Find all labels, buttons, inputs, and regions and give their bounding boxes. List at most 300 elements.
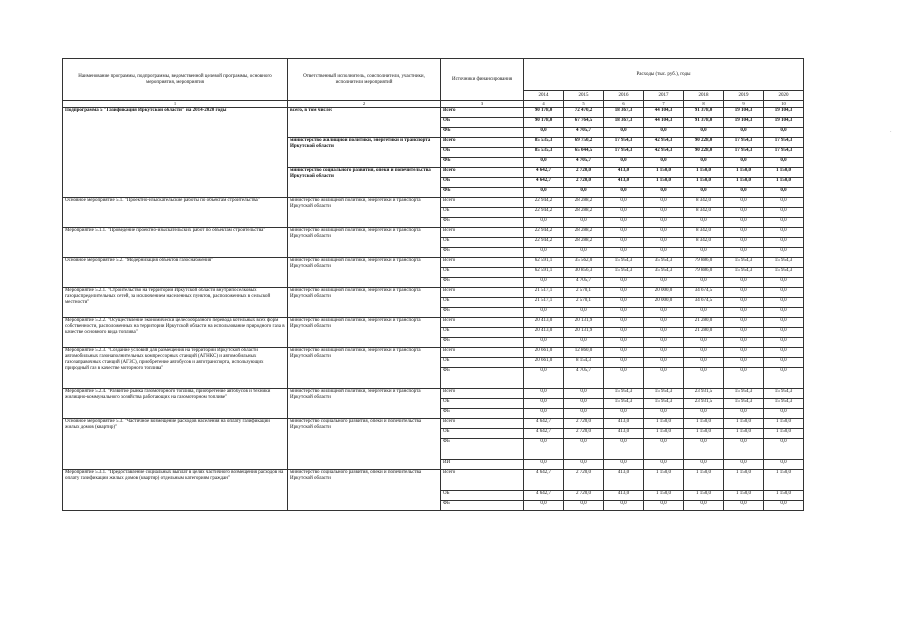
expense-value-cell: 0,0 xyxy=(644,278,684,288)
funding-source-cell: ОБ xyxy=(441,178,524,188)
funding-source-cell: ФБ xyxy=(441,158,524,168)
expense-value-cell: 0,0 xyxy=(764,439,804,460)
expense-value-cell: 2 720,0 xyxy=(564,419,604,429)
expense-value-cell: 0,0 xyxy=(684,248,724,258)
expense-value-cell: 413,0 xyxy=(604,168,644,178)
funding-source-cell: Всего xyxy=(441,389,524,399)
expense-value-cell: 28 288,2 xyxy=(564,238,604,248)
column-number: 3 xyxy=(441,101,524,108)
expense-value-cell: 19 104,3 xyxy=(764,118,804,128)
column-number: 1 xyxy=(63,101,288,108)
expense-value-cell: 17 954,3 xyxy=(724,148,764,158)
expense-value-cell: 0,0 xyxy=(764,328,804,338)
expense-value-cell: 4 642,7 xyxy=(524,429,564,439)
expense-value-cell: 0,0 xyxy=(604,298,644,308)
expense-value-cell: 2 720,0 xyxy=(564,178,604,188)
header-executor: Ответственный исполнитель, соисполнители, участники, исполнители мероприятий xyxy=(288,59,441,101)
program-name-cell: Мероприятие 5.2.3. "Создание условий для размещения на территории Иркутской области автомобильных газонаполнительных компрессорных станций (АГНКС) и автомобильных газозаправочных станций (АГЗС), приобретение автобусов и автотранспорта, использующих природный газ в качестве моторного топлива" xyxy=(63,348,288,389)
expense-value-cell: 0,0 xyxy=(724,368,764,389)
expense-value-cell: 67 764,5 xyxy=(564,118,604,128)
header-year: 2014 xyxy=(524,91,564,101)
expense-value-cell: 22 944,2 xyxy=(524,238,564,248)
expense-value-cell: 2 720,0 xyxy=(564,168,604,178)
expense-value-cell: 4 642,7 xyxy=(524,419,564,429)
program-name-cell: Основное мероприятие 5.3. "Частичное возмещение расходов населения на оплату газификации жилых домов (квартир)" xyxy=(63,419,288,470)
expense-value-cell: 0,0 xyxy=(724,128,764,138)
expense-value-cell: 15 954,3 xyxy=(604,399,644,409)
expense-value-cell: 0,0 xyxy=(764,208,804,218)
funding-source-cell: ОБ xyxy=(441,328,524,338)
expense-value-cell: 0,0 xyxy=(604,228,644,238)
expense-value-cell: 4 705,7 xyxy=(564,278,604,288)
expense-value-cell: 4 642,7 xyxy=(524,168,564,178)
expense-value-cell: 20 000,0 xyxy=(644,288,684,298)
expense-value-cell: 0,0 xyxy=(524,389,564,399)
expense-value-cell: 1 150,0 xyxy=(644,491,684,501)
expense-value-cell: 2 570,1 xyxy=(564,288,604,298)
expense-value-cell: 0,0 xyxy=(524,501,564,511)
expense-value-cell: 1 150,0 xyxy=(644,168,684,178)
expense-value-cell: 8 154,3 xyxy=(564,358,604,368)
expense-value-cell: 30 856,3 xyxy=(564,268,604,278)
expense-value-cell: 4 642,7 xyxy=(524,470,564,491)
expense-value-cell: 0,0 xyxy=(604,248,644,258)
expense-value-cell: 0,0 xyxy=(524,278,564,288)
program-name-cell: Мероприятие 5.2.4. "Развитие рынка газомоторного топлива, приобретение автобусов и техники жилищно-коммунального хозяйства работающих на газомоторном топливе" xyxy=(63,389,288,419)
expense-value-cell: 0,0 xyxy=(764,298,804,308)
column-number: 8 xyxy=(684,101,724,108)
expense-value-cell: 0,0 xyxy=(524,188,564,198)
funding-source-cell: ОБ xyxy=(441,298,524,308)
executor-cell: министерство жилищной политики, энергетики и транспорта Иркутской области xyxy=(288,258,441,288)
expense-value-cell: 0,0 xyxy=(764,188,804,198)
expense-value-cell: 85 535,3 xyxy=(524,148,564,158)
expense-value-cell: 0,0 xyxy=(644,439,684,460)
executor-cell: министерство жилищной политики, энергетики и транспорта Иркутской области xyxy=(288,288,441,318)
expense-value-cell: 0,0 xyxy=(524,439,564,460)
expense-value-cell: 44 104,3 xyxy=(644,118,684,128)
expense-value-cell: 0,0 xyxy=(764,368,804,389)
expense-value-cell: 0,0 xyxy=(564,248,604,258)
expense-value-cell: 0,0 xyxy=(644,228,684,238)
expense-value-cell: 28 288,2 xyxy=(564,208,604,218)
expense-value-cell: 0,0 xyxy=(644,460,684,470)
expense-value-cell: 20 413,0 xyxy=(524,328,564,338)
expense-value-cell: 15 954,3 xyxy=(604,268,644,278)
expense-value-cell: 2 720,0 xyxy=(564,429,604,439)
expense-value-cell: 15 954,3 xyxy=(724,389,764,399)
expense-value-cell: 1 150,0 xyxy=(764,429,804,439)
program-name-cell: Подпрограмма 5 "Газификация Иркутской области" на 2014-2020 годы xyxy=(63,108,288,198)
expense-value-cell: 0,0 xyxy=(644,128,684,138)
expense-value-cell: 21 280,0 xyxy=(684,318,724,328)
expense-value-cell: 1 150,0 xyxy=(684,491,724,501)
expense-value-cell: 15 954,3 xyxy=(764,268,804,278)
expense-value-cell: 0,0 xyxy=(604,238,644,248)
expense-value-cell: 0,0 xyxy=(604,218,644,228)
expense-value-cell: 0,0 xyxy=(604,328,644,338)
expense-value-cell: 0,0 xyxy=(604,348,644,358)
program-name-cell: Мероприятие 5.1.1. "Проведение проектно-изыскательских работ по объектам строительства" xyxy=(63,228,288,258)
header-year: 2018 xyxy=(684,91,724,101)
expense-value-cell: 1 150,0 xyxy=(764,178,804,188)
funding-source-cell: ФБ xyxy=(441,368,524,389)
expense-value-cell: 4 705,7 xyxy=(564,158,604,168)
expense-value-cell: 0,0 xyxy=(604,158,644,168)
expense-value-cell: 35 954,3 xyxy=(644,258,684,268)
expense-value-cell: 0,0 xyxy=(644,208,684,218)
expense-value-cell: 0,0 xyxy=(724,228,764,238)
expense-value-cell: 17 954,3 xyxy=(764,148,804,158)
expense-value-cell: 34 674,5 xyxy=(684,288,724,298)
expense-value-cell: 42 954,3 xyxy=(644,148,684,158)
executor-cell: министерство социального развития, опеки и попечительства Иркутской области xyxy=(288,419,441,470)
funding-source-cell: ОБ xyxy=(441,268,524,278)
expense-value-cell: 0,0 xyxy=(604,439,644,460)
expense-value-cell: 0,0 xyxy=(564,308,604,318)
expense-value-cell: 0,0 xyxy=(564,218,604,228)
expense-value-cell: 0,0 xyxy=(604,368,644,389)
expense-value-cell: 0,0 xyxy=(684,439,724,460)
executor-cell: министерство жилищной политики, энергетики и транспорта Иркутской области xyxy=(288,389,441,419)
header-year: 2015 xyxy=(564,91,604,101)
header-source: Источники финансирования xyxy=(441,59,524,101)
funding-source-cell: ФБ xyxy=(441,439,524,460)
expense-value-cell: 20 000,0 xyxy=(644,298,684,308)
expense-value-cell: 413,0 xyxy=(604,419,644,429)
expense-value-cell: 0,0 xyxy=(644,248,684,258)
program-name-cell: Мероприятие 5.3.1. "Предоставление социальных выплат в целях частичного возмещения расходов на оплату газификации жилых домов (квартир) отдельным категориям граждан" xyxy=(63,470,288,511)
expense-value-cell: 0,0 xyxy=(564,338,604,348)
column-number: 7 xyxy=(644,101,684,108)
expense-value-cell: 12 860,0 xyxy=(564,348,604,358)
expense-value-cell: 0,0 xyxy=(524,460,564,470)
expense-value-cell: 0,0 xyxy=(644,158,684,168)
funding-source-cell: ФБ xyxy=(441,338,524,348)
funding-source-cell: ОБ xyxy=(441,148,524,158)
expense-value-cell: 4 642,7 xyxy=(524,491,564,501)
expense-value-cell: 0,0 xyxy=(564,188,604,198)
funding-source-cell: Всего xyxy=(441,228,524,238)
expense-value-cell: 0,0 xyxy=(644,348,684,358)
expense-value-cell: 72 470,2 xyxy=(564,108,604,118)
expense-value-cell: 62 591,1 xyxy=(524,258,564,268)
expense-value-cell: 0,0 xyxy=(764,501,804,511)
expense-value-cell: 15 954,3 xyxy=(764,399,804,409)
expense-value-cell: 1 150,0 xyxy=(644,429,684,439)
expense-value-cell: 0,0 xyxy=(724,460,764,470)
header-year: 2016 xyxy=(604,91,644,101)
column-number: 2 xyxy=(288,101,441,108)
expense-value-cell: 28 288,2 xyxy=(564,228,604,238)
expense-value-cell: 15 954,3 xyxy=(764,258,804,268)
expense-value-cell: 17 954,3 xyxy=(604,138,644,148)
expense-value-cell: 0,0 xyxy=(644,308,684,318)
expense-value-cell: 4 705,7 xyxy=(564,368,604,389)
expense-value-cell: 1 150,0 xyxy=(684,178,724,188)
expense-value-cell: 0,0 xyxy=(764,308,804,318)
table-row xyxy=(63,389,804,399)
expense-value-cell: 1 150,0 xyxy=(684,429,724,439)
funding-source-cell: Всего xyxy=(441,470,524,491)
expense-value-cell: 0,0 xyxy=(724,218,764,228)
expense-value-cell: 0,0 xyxy=(604,308,644,318)
expense-value-cell: 0,0 xyxy=(644,188,684,198)
expense-value-cell: 0,0 xyxy=(684,128,724,138)
expense-value-cell: 35 562,0 xyxy=(564,258,604,268)
expense-value-cell: 15 954,3 xyxy=(644,399,684,409)
expense-value-cell: 413,0 xyxy=(604,429,644,439)
table-row xyxy=(63,108,804,118)
funding-source-cell: Всего xyxy=(441,288,524,298)
funding-source-cell: ФБ xyxy=(441,248,524,258)
expense-value-cell: 0,0 xyxy=(644,501,684,511)
expense-value-cell: 0,0 xyxy=(644,328,684,338)
table-row xyxy=(63,198,804,208)
expense-value-cell: 0,0 xyxy=(724,318,764,328)
funding-source-cell: Всего xyxy=(441,348,524,358)
expense-value-cell: 0,0 xyxy=(684,501,724,511)
expense-value-cell: 22 944,2 xyxy=(524,198,564,208)
expense-value-cell: 15 954,3 xyxy=(764,389,804,399)
expense-value-cell: 0,0 xyxy=(524,128,564,138)
program-name-cell: Мероприятие 5.2.2. "Осуществление экономически целесообразного перевода котельных всех форм собственности, расположенных на территории Иркутской области на использование природного газа в качестве основного вида топлива" xyxy=(63,318,288,348)
expense-value-cell: 0,0 xyxy=(724,208,764,218)
expense-value-cell: 8 342,0 xyxy=(684,228,724,238)
expense-value-cell: 1 150,0 xyxy=(764,491,804,501)
expense-value-cell: 15 954,3 xyxy=(724,258,764,268)
expense-value-cell: 0,0 xyxy=(644,198,684,208)
expense-value-cell: 90 228,0 xyxy=(684,148,724,158)
expense-value-cell: 42 954,3 xyxy=(644,138,684,148)
expense-value-cell: 23 931,5 xyxy=(684,399,724,409)
expense-value-cell: 17 954,3 xyxy=(724,138,764,148)
expense-value-cell: 0,0 xyxy=(724,348,764,358)
expense-value-cell: 15 954,3 xyxy=(644,389,684,399)
funding-source-cell: Всего xyxy=(441,168,524,178)
expense-value-cell: 1 150,0 xyxy=(684,470,724,491)
expense-value-cell: 0,0 xyxy=(604,318,644,328)
expense-value-cell: 18 367,3 xyxy=(604,108,644,118)
expense-value-cell: 0,0 xyxy=(604,409,644,419)
executor-cell: министерство жилищной политики, энергетики и транспорта Иркутской области xyxy=(288,138,441,168)
expense-value-cell: 0,0 xyxy=(524,308,564,318)
expense-value-cell: 0,0 xyxy=(524,409,564,419)
funding-source-cell: Всего xyxy=(441,258,524,268)
expense-value-cell: 0,0 xyxy=(604,501,644,511)
expense-value-cell: 0,0 xyxy=(684,460,724,470)
expense-value-cell: 35 954,3 xyxy=(644,268,684,278)
expense-value-cell: 0,0 xyxy=(724,328,764,338)
expense-value-cell: 1 150,0 xyxy=(764,470,804,491)
expense-value-cell: 19 104,3 xyxy=(724,108,764,118)
funding-source-cell: ОБ xyxy=(441,358,524,368)
expense-value-cell: 0,0 xyxy=(764,218,804,228)
expense-value-cell: 1 150,0 xyxy=(644,470,684,491)
expense-value-cell: 44 104,3 xyxy=(644,108,684,118)
expense-value-cell: 17 954,3 xyxy=(764,138,804,148)
expense-value-cell: 85 535,3 xyxy=(524,138,564,148)
expense-value-cell: 1 150,0 xyxy=(724,429,764,439)
funding-source-cell: ОБ xyxy=(441,118,524,128)
expense-value-cell: 0,0 xyxy=(724,298,764,308)
executor-cell: министерство жилищной политики, энергетики и транспорта Иркутской области xyxy=(288,198,441,228)
expense-value-cell: 0,0 xyxy=(764,158,804,168)
expense-value-cell: 1 150,0 xyxy=(684,168,724,178)
expense-value-cell: 0,0 xyxy=(524,248,564,258)
executor-cell: всего, в том числе: xyxy=(288,108,441,138)
expense-value-cell: 69 750,2 xyxy=(564,138,604,148)
expense-value-cell: 18 367,3 xyxy=(604,118,644,128)
funding-source-cell: Всего xyxy=(441,108,524,118)
expense-value-cell: 65 044,5 xyxy=(564,148,604,158)
expense-value-cell: 62 591,1 xyxy=(524,268,564,278)
expense-value-cell: 0,0 xyxy=(604,208,644,218)
expense-value-cell: 28 288,2 xyxy=(564,198,604,208)
expense-value-cell: 0,0 xyxy=(644,409,684,419)
expense-value-cell: 0,0 xyxy=(564,399,604,409)
table-row xyxy=(63,228,804,238)
expense-value-cell: 413,0 xyxy=(604,178,644,188)
expense-value-cell: 0,0 xyxy=(604,288,644,298)
expense-value-cell: 1 150,0 xyxy=(724,470,764,491)
expense-value-cell: 0,0 xyxy=(604,460,644,470)
expense-value-cell: 0,0 xyxy=(764,238,804,248)
expense-value-cell: 0,0 xyxy=(724,248,764,258)
funding-source-cell: Всего xyxy=(441,419,524,429)
expense-value-cell: 15 954,3 xyxy=(724,399,764,409)
funding-source-cell: ФБ xyxy=(441,501,524,511)
header-year: 2020 xyxy=(764,91,804,101)
expense-value-cell: 0,0 xyxy=(724,409,764,419)
expense-value-cell: 1 150,0 xyxy=(764,168,804,178)
funding-source-cell: ФБ xyxy=(441,409,524,419)
program-name-cell: Мероприятие 5.2.1. "Строительство на территории Иркутской области внутрипоселковых газораспределительных сетей, за исключением населенных пунктов, расположенных в сельской местности" xyxy=(63,288,288,318)
executor-cell: министерство жилищной политики, энергетики и транспорта Иркутской области xyxy=(288,348,441,389)
budget-table xyxy=(62,58,804,511)
expense-value-cell: 0,0 xyxy=(724,288,764,298)
expense-value-cell: 0,0 xyxy=(724,501,764,511)
expense-value-cell: 4 642,7 xyxy=(524,178,564,188)
column-number: 6 xyxy=(604,101,644,108)
expense-value-cell: 0,0 xyxy=(644,218,684,228)
expense-value-cell: 15 954,3 xyxy=(604,258,644,268)
expense-value-cell: 20 661,0 xyxy=(524,348,564,358)
expense-value-cell: 0,0 xyxy=(724,188,764,198)
expense-value-cell: 15 954,3 xyxy=(604,389,644,399)
expense-value-cell: 0,0 xyxy=(724,308,764,318)
expense-value-cell: 2 570,1 xyxy=(564,298,604,308)
table-row xyxy=(63,419,804,429)
expense-value-cell: 0,0 xyxy=(524,368,564,389)
expense-value-cell: 0,0 xyxy=(564,439,604,460)
expense-value-cell: 8 342,0 xyxy=(684,208,724,218)
table-row xyxy=(63,470,804,491)
expense-value-cell: 1 150,0 xyxy=(684,419,724,429)
expense-value-cell: 0,0 xyxy=(764,409,804,419)
expense-value-cell: 0,0 xyxy=(604,338,644,348)
expense-value-cell: 0,0 xyxy=(724,439,764,460)
expense-value-cell: 1 150,0 xyxy=(724,491,764,501)
expense-value-cell: 0,0 xyxy=(604,128,644,138)
header-name: Наименование программы, подпрограммы, ведомственной целевой программы, основного мероприятия, мероприятия xyxy=(63,59,288,101)
expense-value-cell: 90 178,0 xyxy=(524,108,564,118)
expense-value-cell: 0,0 xyxy=(604,278,644,288)
expense-value-cell: 0,0 xyxy=(764,248,804,258)
expense-value-cell: 0,0 xyxy=(724,358,764,368)
program-name-cell: Основное мероприятие 5.1. "Проектно-изыскательские работы по объектам строительства" xyxy=(63,198,288,228)
executor-cell: министерство социального развития, опеки и попечительства Иркутской области xyxy=(288,168,441,198)
expense-value-cell: 0,0 xyxy=(724,158,764,168)
expense-value-cell: 1 150,0 xyxy=(724,168,764,178)
header-year: 2017 xyxy=(644,91,684,101)
expense-value-cell: 1 150,0 xyxy=(724,419,764,429)
expense-value-cell: 21 517,1 xyxy=(524,288,564,298)
expense-value-cell: 15 954,3 xyxy=(724,268,764,278)
expense-value-cell: 0,0 xyxy=(764,460,804,470)
expense-value-cell: 0,0 xyxy=(644,338,684,348)
expense-value-cell: 0,0 xyxy=(684,308,724,318)
funding-source-cell: ОБ xyxy=(441,208,524,218)
expense-value-cell: 0,0 xyxy=(684,158,724,168)
expense-value-cell: 91 378,0 xyxy=(684,118,724,128)
expense-value-cell: 0,0 xyxy=(684,409,724,419)
expense-value-cell: 90 178,0 xyxy=(524,118,564,128)
funding-source-cell: Всего xyxy=(441,198,524,208)
expense-value-cell: 2 720,0 xyxy=(564,470,604,491)
expense-value-cell: 0,0 xyxy=(684,368,724,389)
funding-source-cell: ОБ xyxy=(441,399,524,409)
funding-source-cell: ФБ xyxy=(441,128,524,138)
expense-value-cell: 79 886,0 xyxy=(684,268,724,278)
expense-value-cell: 0,0 xyxy=(524,399,564,409)
table-row xyxy=(63,288,804,298)
column-number: 5 xyxy=(564,101,604,108)
expense-value-cell: 34 674,5 xyxy=(684,298,724,308)
funding-source-cell: ФБ xyxy=(441,308,524,318)
expense-value-cell: 413,0 xyxy=(604,491,644,501)
column-number: 4 xyxy=(524,101,564,108)
expense-value-cell: 0,0 xyxy=(644,368,684,389)
expense-value-cell: 0,0 xyxy=(764,338,804,348)
header-year: 2019 xyxy=(724,91,764,101)
funding-source-cell: ОБ xyxy=(441,238,524,248)
expense-value-cell: 22 944,2 xyxy=(524,208,564,218)
expense-value-cell: 0,0 xyxy=(684,358,724,368)
expense-value-cell: 1 150,0 xyxy=(724,178,764,188)
expense-value-cell: 79 886,0 xyxy=(684,258,724,268)
expense-value-cell: 21 280,0 xyxy=(684,328,724,338)
expense-value-cell: 0,0 xyxy=(684,338,724,348)
side-mark: · xyxy=(890,130,892,135)
expense-value-cell: 0,0 xyxy=(604,358,644,368)
table-row xyxy=(63,318,804,328)
expense-value-cell: 22 944,2 xyxy=(524,228,564,238)
executor-cell: министерство социального развития, опеки и попечительства Иркутской области xyxy=(288,470,441,511)
expense-value-cell: 0,0 xyxy=(764,288,804,298)
funding-source-cell: ИИ xyxy=(441,460,524,470)
funding-source-cell: Всего xyxy=(441,138,524,148)
expense-value-cell: 0,0 xyxy=(764,358,804,368)
expense-value-cell: 1 150,0 xyxy=(644,178,684,188)
expense-value-cell: 0,0 xyxy=(524,218,564,228)
expense-value-cell: 1 150,0 xyxy=(644,419,684,429)
expense-value-cell: 0,0 xyxy=(764,228,804,238)
funding-source-cell: ОБ xyxy=(441,491,524,501)
expense-value-cell: 0,0 xyxy=(644,358,684,368)
column-number: 9 xyxy=(724,101,764,108)
expense-value-cell: 19 104,3 xyxy=(764,108,804,118)
